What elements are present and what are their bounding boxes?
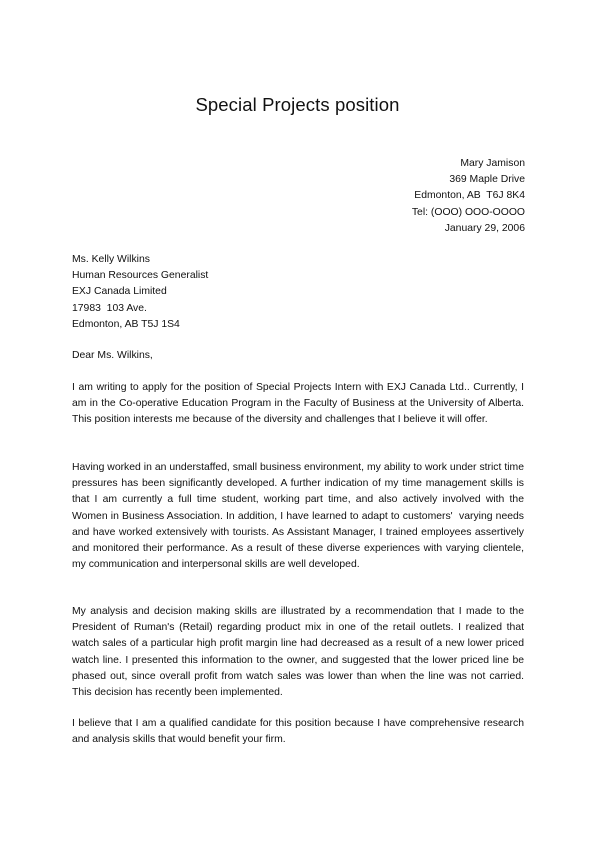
document-title: Special Projects position: [195, 94, 400, 115]
recipient-address-block: [72, 252, 208, 333]
recipient-street: 17983 103 Ave.: [72, 302, 147, 314]
letter-date: January 29, 2006: [444, 222, 525, 234]
recipient-city: Edmonton, AB T5J 1S4: [72, 318, 180, 330]
sender-city: Edmonton, AB T6J 8K4: [414, 190, 525, 202]
body-paragraph-1: I am writing to apply for the position of Special Projects Intern with EXJ Canada Ltd.. Currently, I am in the Co-operative Education Program in the Faculty of Business at the University of Alberta. This position interests me because of the diversity and challenges that I believe it will offer.: [72, 382, 524, 426]
sender-street: 369 Maple Drive: [449, 174, 525, 186]
body-paragraph-4: I believe that I am a qualified candidate for this position because I have comprehensive research and analysis skills that would benefit your firm.: [72, 718, 524, 746]
sender-tel: Tel: (OOO) OOO-OOOO: [411, 206, 525, 218]
sender-name: Mary Jamison: [460, 158, 525, 169]
recipient-name: Ms. Kelly Wilkins: [72, 254, 150, 265]
salutation: Dear Ms. Wilkins,: [72, 350, 153, 361]
recipient-title: Human Resources Generalist: [72, 270, 209, 282]
body-paragraph-3: My analysis and decision making skills are illustrated by a recommendation that I made to the President of Ruman's (Retail) regarding product mix in one of the retail outlets. I realized that watch sales of a particular high profit margin line had decreased as a result of a new lower priced watch line. I presented this information to the owner, and suggested that the lower priced line be phased out, since overall profit from watch sales was lower than when the line was not carried. This decision has recently been implemented.: [72, 606, 524, 699]
sender-address-block: [412, 156, 525, 237]
recipient-company: EXJ Canada Limited: [72, 286, 167, 298]
body-paragraph-2: Having worked in an understaffed, small business environment, my ability to work under strict time pressures has been significantly developed. A further indication of my time management skills is that I am currently a full time student, working part time, and also actively involved with the Women in Business Association. In addition, I have learned to adapt to customers' varying needs and have worked extensively with tourists. As Assistant Manager, I trained employees assertively and monitored their performance. As a result of these diverse experiences with varying clientele, my communication and interpersonal skills are well developed.: [72, 462, 527, 571]
